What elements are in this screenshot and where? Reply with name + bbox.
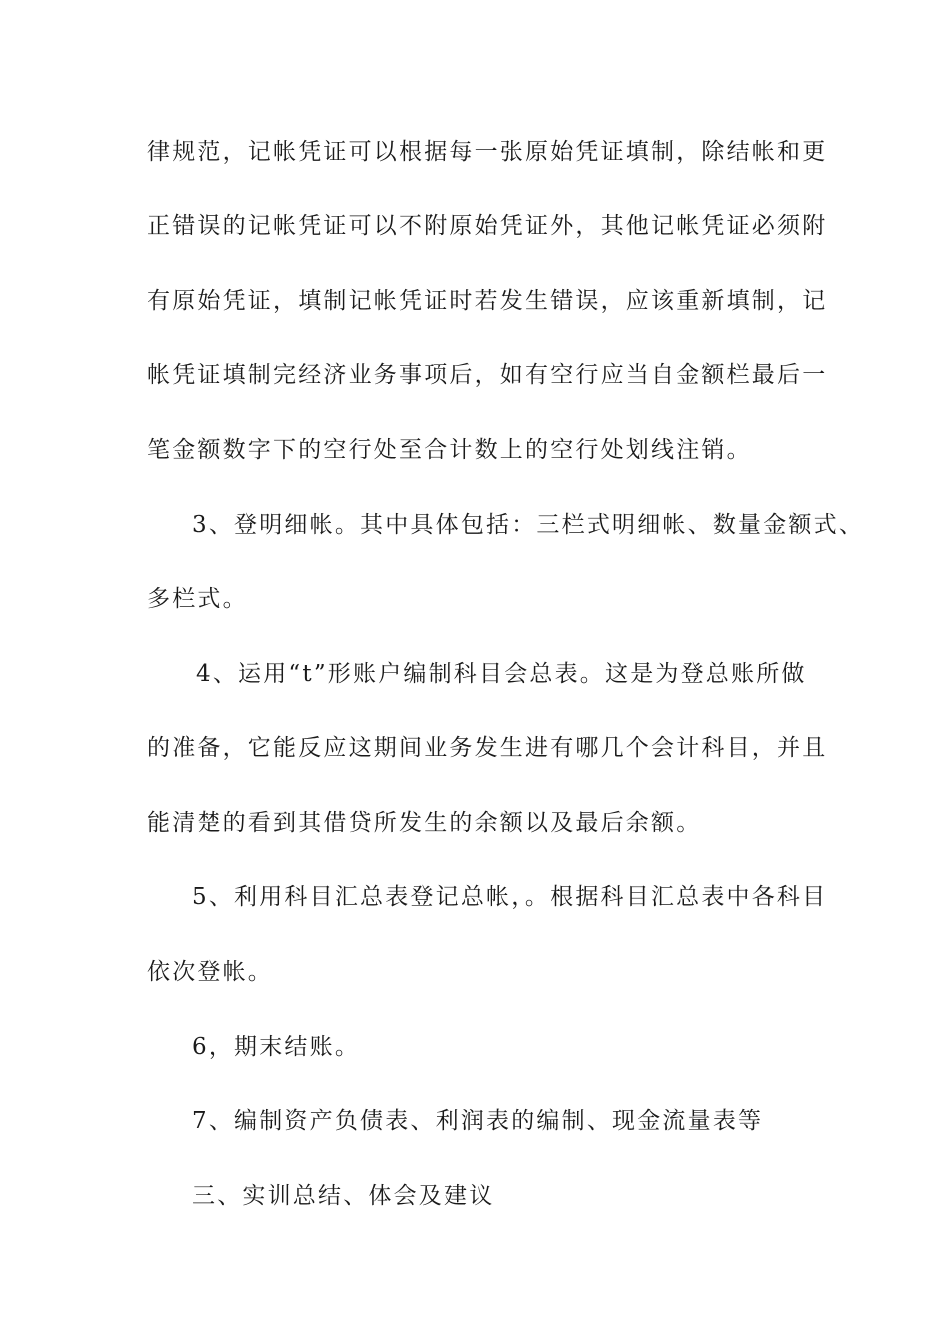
- list-item-7: 7、编制资产负债表、利润表的编制、现金流量表等: [192, 1108, 764, 1134]
- list-item-5: 5、利用科目汇总表登记总帐，。根据科目汇总表中各科目: [192, 884, 828, 910]
- section-heading: 三、实训总结、体会及建议: [192, 1183, 495, 1209]
- list-item-4: 4、运用“t”形账户编制科目会总表。这是为登总账所做: [196, 661, 807, 687]
- list-item-6: 6，期末结账。: [192, 1034, 361, 1060]
- body-text-line: 笔金额数字下的空行处至合计数上的空行处划线注销。: [147, 437, 752, 463]
- body-text-line: 有原始凭证，填制记帐凭证时若发生错误，应该重新填制，记: [147, 288, 828, 314]
- body-text-line: 帐凭证填制完经济业务事项后，如有空行应当自金额栏最后一: [147, 362, 828, 388]
- body-text-line: 正错误的记帐凭证可以不附原始凭证外，其他记帐凭证必须附: [147, 213, 828, 239]
- list-item-3: 3、登明细帐。其中具体包括：三栏式明细帐、数量金额式、: [192, 512, 865, 538]
- body-text-line: 律规范，记帐凭证可以根据每一张原始凭证填制，除结帐和更: [147, 139, 828, 165]
- body-text-line: 能清楚的看到其借贷所发生的余额以及最后余额。: [147, 810, 702, 836]
- body-text-line: 多栏式。: [147, 586, 248, 612]
- body-text-line: 依次登帐。: [147, 959, 273, 985]
- body-text-line: 的准备，它能反应这期间业务发生进有哪几个会计科目，并且: [147, 735, 828, 761]
